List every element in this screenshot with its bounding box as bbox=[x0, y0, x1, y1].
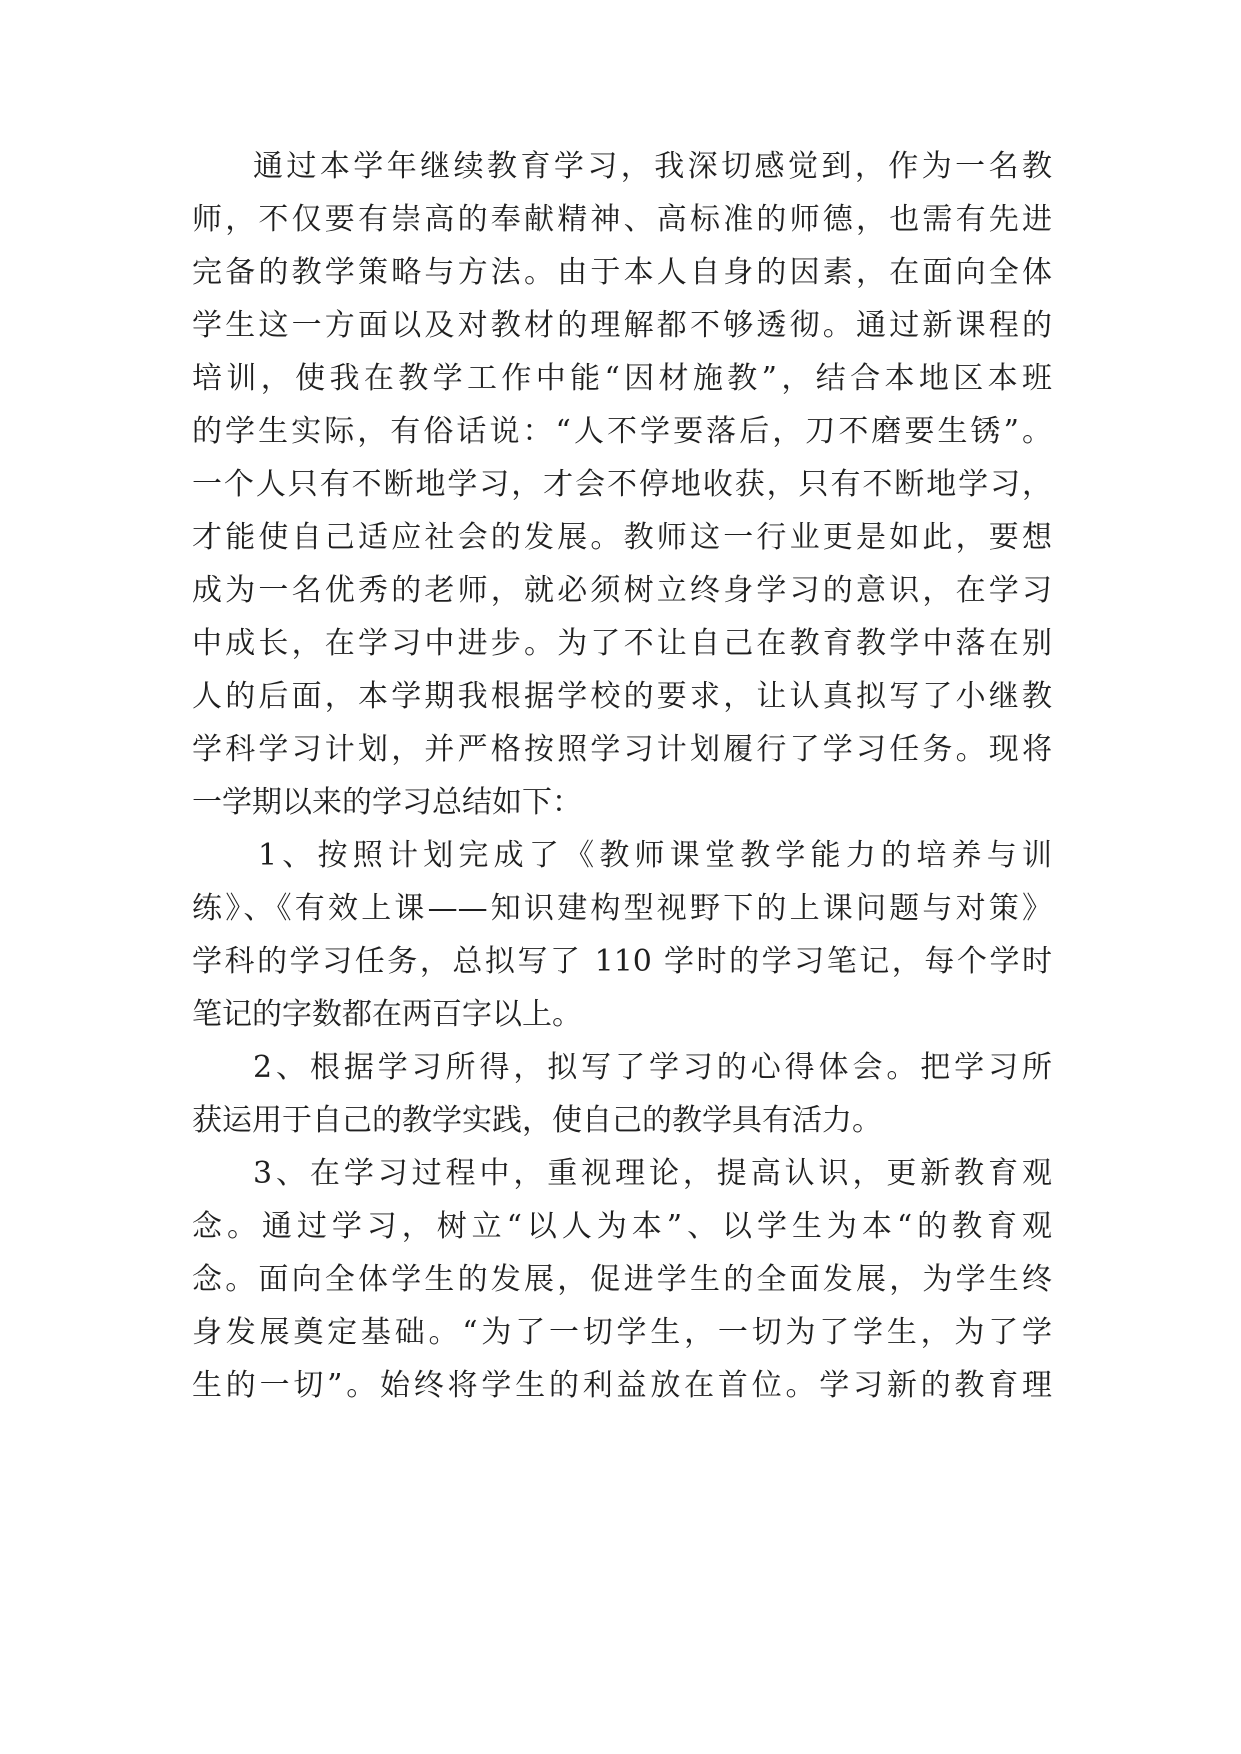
text-line-13: 一学期以来的学习总结如下： bbox=[192, 785, 582, 820]
text-line-18: 2、根据学习所得，拟写了学习的心得体会。把学习所 bbox=[253, 1050, 1052, 1085]
text-line-22: 念。面向全体学生的发展，促进学生的全面发展，为学生终 bbox=[192, 1262, 1052, 1297]
text-line-19: 获运用于自己的教学实践，使自己的教学具有活力。 bbox=[192, 1103, 882, 1138]
text-line-6: 的学生实际，有俗话说：“人不学要落后，刀不磨要生锈”。 bbox=[192, 414, 1052, 449]
text-line-21: 念。通过学习，树立“以人为本”、以学生为本“的教育观 bbox=[192, 1209, 1052, 1244]
text-line-1: 通过本学年继续教育学习，我深切感觉到，作为一名教 bbox=[253, 149, 1052, 184]
text-line-8: 才能使自己适应社会的发展。教师这一行业更是如此，要想 bbox=[192, 520, 1052, 555]
text-line-2: 师，不仅要有崇高的奉献精神、高标准的师德，也需有先进 bbox=[192, 202, 1052, 237]
text-line-14: 1、按照计划完成了《教师课堂教学能力的培养与训 bbox=[258, 838, 1052, 873]
text-line-15: 练》、《有效上课——知识建构型视野下的上课问题与对策》 bbox=[192, 891, 1052, 926]
text-line-20: 3、在学习过程中，重视理论，提高认识，更新教育观 bbox=[253, 1156, 1052, 1191]
text-line-11: 人的后面，本学期我根据学校的要求，让认真拟写了小继教 bbox=[192, 679, 1052, 714]
text-line-10: 中成长，在学习中进步。为了不让自己在教育教学中落在别 bbox=[192, 626, 1052, 661]
text-line-24: 生的一切”。始终将学生的利益放在首位。学习新的教育理 bbox=[192, 1368, 1052, 1403]
text-line-17: 笔记的字数都在两百字以上。 bbox=[192, 997, 582, 1032]
text-line-12: 学科学习计划，并严格按照学习计划履行了学习任务。现将 bbox=[192, 732, 1052, 767]
text-line-7: 一个人只有不断地学习，才会不停地收获，只有不断地学习， bbox=[192, 467, 1052, 502]
text-line-4: 学生这一方面以及对教材的理解都不够透彻。通过新课程的 bbox=[192, 308, 1052, 343]
text-line-3: 完备的教学策略与方法。由于本人自身的因素，在面向全体 bbox=[192, 255, 1052, 290]
text-line-16: 学科的学习任务，总拟写了 110 学时的学习笔记，每个学时 bbox=[192, 944, 1052, 979]
text-line-23: 身发展奠定基础。“为了一切学生，一切为了学生，为了学 bbox=[192, 1315, 1052, 1350]
text-line-9: 成为一名优秀的老师，就必须树立终身学习的意识，在学习 bbox=[192, 573, 1052, 608]
text-line-5: 培训，使我在教学工作中能“因材施教”，结合本地区本班 bbox=[192, 361, 1052, 396]
